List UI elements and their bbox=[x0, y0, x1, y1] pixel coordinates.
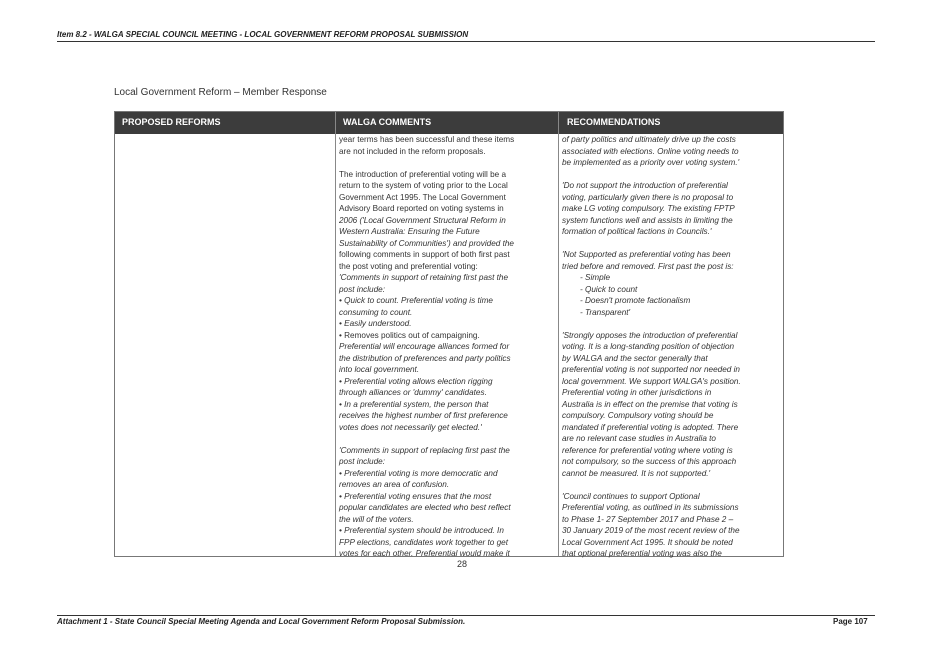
text-line: 'Strongly opposes the introduction of preferential bbox=[562, 330, 738, 340]
text-line: 'Do not support the introduction of preferential bbox=[562, 181, 728, 190]
page-header: Item 8.2 - WALGA SPECIAL COUNCIL MEETING - LOCAL GOVERNMENT REFORM PROPOSAL SUBMISSION bbox=[57, 30, 469, 39]
text-line: to Phase 1- 27 September 2017 and Phase 2 – bbox=[562, 514, 734, 524]
text-line bbox=[562, 479, 778, 491]
text-line: that optional preferential voting was also the bbox=[562, 549, 722, 558]
text-line: 'Not Supported as preferential voting has been bbox=[562, 250, 731, 259]
text-line: • Preferential system should be introduced. In bbox=[339, 526, 504, 535]
text-line: - Transparent' bbox=[580, 307, 631, 317]
text-line: through alliances or 'dummy' candidates. bbox=[339, 388, 487, 397]
text-line: - Quick to count bbox=[580, 284, 638, 294]
text-line: • Preferential voting ensures that the most bbox=[339, 491, 492, 501]
text-line: the will of the voters. bbox=[339, 514, 414, 524]
text-line: are no relevant case studies in Australia to bbox=[562, 434, 716, 443]
text-line: by WALGA and the sector generally that bbox=[562, 353, 708, 363]
text-line: Western Australia: Ensuring the Future bbox=[339, 227, 480, 236]
text-line bbox=[339, 157, 553, 169]
text-line bbox=[562, 238, 778, 250]
page-footer: Attachment 1 - State Council Special Meeting Agenda and Local Government Reform Proposal Submission. bbox=[57, 617, 466, 626]
text-line: FPP elections, candidates work together to get bbox=[339, 537, 508, 547]
text-line: formation of political factions in Councils.' bbox=[562, 227, 712, 236]
text-line: tried before and removed. First past the post is: bbox=[562, 261, 734, 271]
text-line: mandated if preferential voting is adopted. There bbox=[562, 422, 739, 432]
text-line: Australia is in effect on the premise that voting is bbox=[562, 399, 738, 409]
text-line: post include: bbox=[339, 284, 385, 294]
text-line: Preferential voting in other jurisdictions in bbox=[562, 388, 712, 397]
column-divider bbox=[558, 112, 559, 556]
text-line: popular candidates are elected who best reflect bbox=[339, 503, 511, 512]
text-line: associated with elections. Online voting needs to bbox=[562, 146, 739, 156]
page-number: 28 bbox=[457, 559, 468, 569]
text-line: following comments in support of both first past bbox=[339, 250, 510, 259]
text-line: make LG voting compulsory. The existing FPTP bbox=[562, 204, 735, 213]
text-line: • In a preferential system, the person that bbox=[339, 399, 489, 409]
header-rule bbox=[57, 41, 875, 42]
text-line: voting. It is a long-standing position of objection bbox=[562, 342, 735, 351]
table-header-row bbox=[115, 112, 783, 134]
text-line: be implemented as a priority over voting system.' bbox=[562, 158, 740, 167]
text-line: return to the system of voting prior to the Local bbox=[339, 181, 508, 190]
text-line: Preferential will encourage alliances formed for bbox=[339, 342, 510, 351]
text-line: preferential voting is not supported nor needed in bbox=[562, 365, 740, 374]
text-line: local government. We support WALGA's position. bbox=[562, 376, 741, 386]
text-line: Government Act 1995. The Local Government bbox=[339, 192, 506, 202]
text-line: not compulsory, so the success of this approach bbox=[562, 457, 737, 466]
text-line: - Simple bbox=[580, 273, 611, 282]
walga-comments-cell bbox=[339, 134, 553, 560]
text-line: Advisory Board reported on voting systems in bbox=[339, 204, 504, 213]
text-line: 2006 ('Local Government Structural Reform in bbox=[339, 215, 506, 225]
text-line: post include: bbox=[339, 457, 385, 466]
text-line: Local Government Act 1995. It should be noted bbox=[562, 537, 733, 547]
text-line: • Easily understood. bbox=[339, 319, 412, 328]
reform-table bbox=[114, 111, 784, 557]
text-line: consuming to count. bbox=[339, 307, 413, 317]
text-line: • Removes politics out of campaigning. bbox=[339, 330, 480, 340]
text-line: - Doesn't promote factionalism bbox=[580, 296, 691, 305]
text-line: 30 January 2019 of the most recent review of the bbox=[562, 526, 740, 535]
text-line: Preferential voting, as outlined in its submissions bbox=[562, 503, 739, 512]
text-line: votes does not necessarily get elected.' bbox=[339, 422, 482, 432]
text-line bbox=[562, 169, 778, 181]
footer-page-number: Page 107 bbox=[833, 617, 868, 626]
text-line: • Preferential voting is more democratic and bbox=[339, 468, 498, 478]
text-line: • Quick to count. Preferential voting is time bbox=[339, 296, 493, 305]
text-line: the post voting and preferential voting: bbox=[339, 261, 478, 271]
text-line: votes for each other. Preferential would make it bbox=[339, 549, 510, 558]
column-header-walga-comments: WALGA COMMENTS bbox=[343, 117, 432, 127]
text-line: system functions well and assists in limiting the bbox=[562, 215, 733, 225]
text-line: voting, particularly given there is no proposal to bbox=[562, 192, 734, 202]
text-line: are not included in the reform proposals. bbox=[339, 146, 486, 156]
text-line: year terms has been successful and these items bbox=[339, 135, 515, 144]
column-header-proposed-reforms: PROPOSED REFORMS bbox=[122, 117, 221, 127]
text-line: reference for preferential voting where voting is bbox=[562, 445, 733, 455]
text-line: 'Comments in support of retaining first past the bbox=[339, 273, 509, 282]
text-line: removes an area of confusion. bbox=[339, 480, 450, 489]
text-line bbox=[339, 433, 553, 445]
text-line: 'Comments in support of replacing first past the bbox=[339, 445, 510, 455]
text-line: 'Council continues to support Optional bbox=[562, 491, 700, 501]
text-line: The introduction of preferential voting will be a bbox=[339, 169, 507, 179]
text-line: compulsory. Compulsory voting should be bbox=[562, 411, 714, 420]
text-line: of party politics and ultimately drive up the costs bbox=[562, 135, 736, 144]
recommendations-cell bbox=[562, 134, 778, 560]
text-line: Sustainability of Communities') and provided the bbox=[339, 238, 514, 248]
text-line: cannot be measured. It is not supported.' bbox=[562, 468, 711, 478]
column-divider bbox=[335, 112, 336, 556]
text-line: receives the highest number of first preference bbox=[339, 411, 508, 420]
text-line: • Preferential voting allows election rigging bbox=[339, 376, 493, 386]
text-line: into local government. bbox=[339, 365, 420, 374]
column-header-recommendations: RECOMMENDATIONS bbox=[567, 117, 661, 127]
footer-rule bbox=[57, 615, 875, 616]
document-title: Local Government Reform – Member Response bbox=[114, 87, 327, 98]
text-line bbox=[562, 318, 778, 330]
text-line: the distribution of preferences and party politics bbox=[339, 353, 511, 363]
